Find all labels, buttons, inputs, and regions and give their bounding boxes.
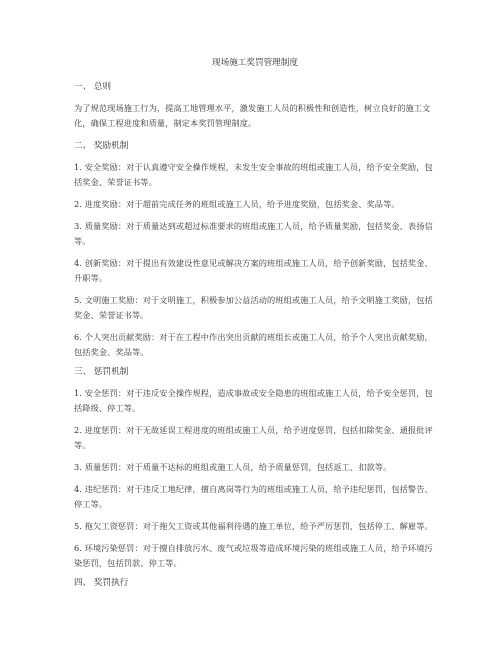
section-heading-penalties: 三、 惩罚机制 [74,367,129,377]
paragraph-general: 为了规范现场施工行为，提高工地管理水平，激发施工人员的积极性和创造性，树立良好的施工文化，确保工程进度和质量，制定本奖罚管理制度。 [74,103,431,128]
paragraph-progress-reward: 2. 进度奖励：对于超前完成任务的班组或施工人员，给予进度奖励，包括奖金、奖品等。 [74,199,400,209]
section-heading-execution: 四、 奖罚执行 [74,578,129,588]
document-page [74,58,436,597]
paragraph-safety-penalty: 1. 安全惩罚：对于违反安全操作规程，造成事故或安全隐患的班组或施工人员，给予安全惩罚，包括降级、停工等。 [74,388,433,413]
paragraph-environment-penalty: 6. 环境污染惩罚：对于擅自排放污水、废气或垃圾等造成环境污染的班组或施工人员，给予环境污染惩罚，包括罚款、停工等。 [74,543,433,568]
paragraph-wage-penalty: 5. 拖欠工资惩罚：对于拖欠工资或其他福利待遇的施工单位，给予严厉惩罚，包括停工、解雇等。 [74,521,433,531]
paragraph-safety-reward: 1. 安全奖励：对于认真遵守安全操作规程，未发生安全事故的班组或施工人员，给予安全奖励，包括奖金、荣誉证书等。 [74,162,433,187]
paragraph-discipline-penalty: 4. 违纪惩罚：对于违反工地纪律，擅自离岗等行为的班组或施工人员，给予违纪惩罚，包括警告、停工等。 [74,484,433,509]
paragraph-quality-penalty: 3. 质量惩罚：对于质量不达标的班组或施工人员，给予质量惩罚，包括返工、扣款等。 [74,462,392,472]
paragraph-contribution-reward: 6. 个人突出贡献奖励：对于在工程中作出突出贡献的班组长或施工人员，给予个人突出贡献奖励，包括奖金、奖品等。 [74,332,433,357]
paragraph-progress-penalty: 2. 进度惩罚：对于无故延误工程进度的班组或施工人员，给予进度惩罚，包括扣除奖金、通报批评等。 [74,425,433,450]
section-heading-general: 一、 总则 [74,82,112,92]
paragraph-quality-reward: 3. 质量奖励：对于质量达到或超过标准要求的班组或施工人员，给予质量奖励，包括奖金、表扬信等。 [74,221,433,246]
paragraph-innovation-reward: 4. 创新奖励：对于提出有效建设性意见或解决方案的班组或施工人员，给予创新奖励，包括奖金、升职等。 [74,258,433,283]
document-title: 现场施工奖罚管理制度 [212,58,298,68]
section-heading-rewards: 二、 奖励机制 [74,141,129,151]
paragraph-civilized-reward: 5. 文明施工奖励：对于文明施工，积极参加公益活动的班组或施工人员，给予文明施工奖励，包括奖金、荣誉证书等。 [74,295,433,320]
